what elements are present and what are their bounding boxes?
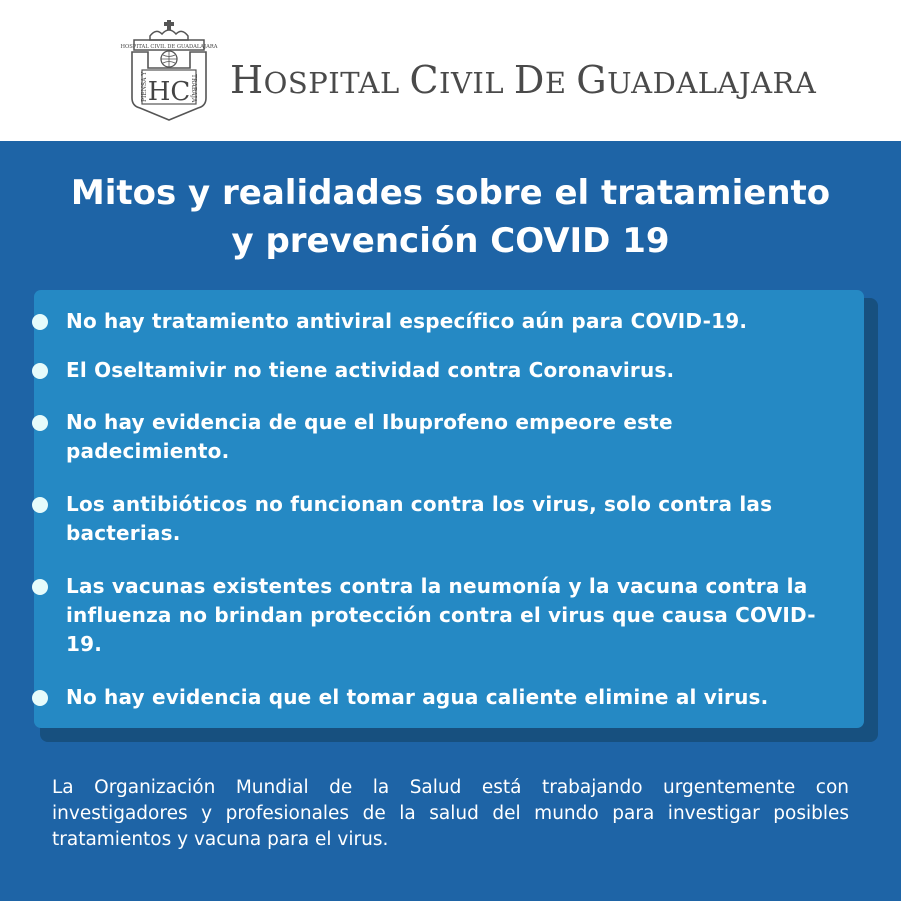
svg-text:HC: HC	[147, 77, 191, 107]
bullet-dot	[32, 497, 48, 513]
header	[0, 0, 901, 140]
list-item: No hay tratamiento antiviral específico aún para COVID-19.	[66, 307, 836, 336]
footer-note: La Organización Mundial de la Salud está trabajando urgentemente con investigadores y profesionales de la salud del mundo para investigar posibles tratamientos y vacuna para el virus.	[52, 777, 849, 850]
bullet-dot	[32, 314, 48, 330]
bullet-dot	[32, 415, 48, 431]
list-item: El Oseltamivir no tiene actividad contra Coronavirus.	[66, 356, 836, 385]
main-panel	[0, 141, 901, 901]
svg-text:HOSPITAL CIVIL DE GUADALAJARA: HOSPITAL CIVIL DE GUADALAJARA	[120, 44, 218, 50]
hospital-name: HOSPITAL CIVIL DE GUADALAJARA	[230, 58, 817, 102]
svg-text:PIENSA Y: PIENSA Y	[141, 71, 148, 102]
page-title: Mitos y realidades sobre el tratamiento y prevención COVID 19	[70, 173, 831, 261]
list-item: Los antibióticos no funcionan contra los virus, solo contra las bacterias.	[66, 490, 836, 548]
svg-text:TRABAJA: TRABAJA	[190, 74, 197, 103]
list-item: Las vacunas existentes contra la neumonía y la vacuna contra la influenza no brindan protección contra el virus que causa COVID-19.	[66, 572, 836, 659]
bullet-dot	[32, 363, 48, 379]
bullet-dot	[32, 690, 48, 706]
hospital-seal-icon	[120, 22, 218, 126]
list-item: No hay evidencia de que el Ibuprofeno empeore este padecimiento.	[66, 408, 836, 466]
list-item: No hay evidencia que el tomar agua caliente elimine al virus.	[66, 683, 836, 712]
bullet-dot	[32, 579, 48, 595]
